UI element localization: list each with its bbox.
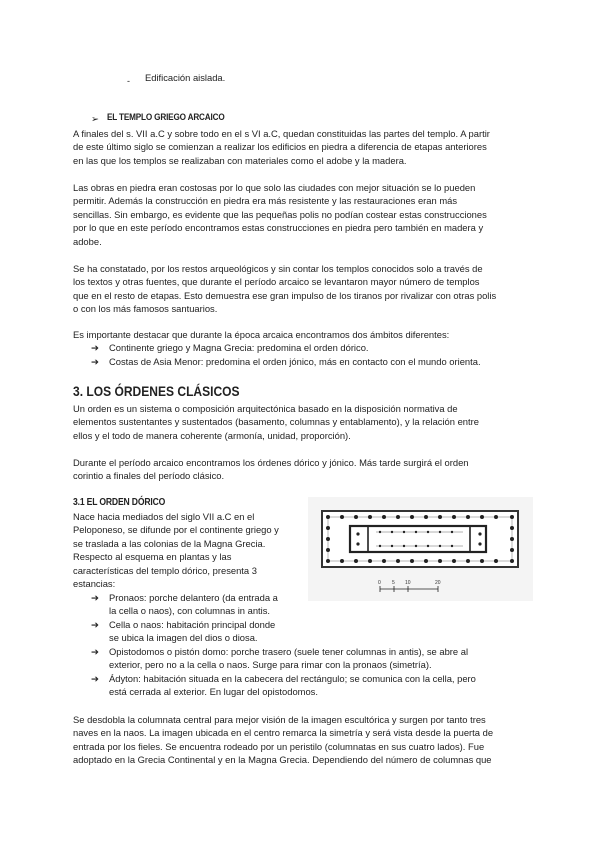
subsection-heading: 3.1 EL ORDEN DÓRICO [73,497,166,508]
paragraph: Nace hacia mediados del siglo VII a.C en el Peloponeso, se difunde por el continente griego y se traslada a las colonias de la Magna Grecia. Respecto al esquema en plantas y las características del templo dórico, presenta 3 estancias: [73,511,279,590]
arrow-bullet-icon: ➢ [91,113,99,124]
list-item: Ádyton: habitación situada en la cabecera del rectángulo; se comunica con la cella, pero está cerrada al exterior. En lugar del opistodomos. [109,673,476,698]
scale-label: 20 [435,580,441,586]
paragraph: Se desdobla la columnata central para mejor visión de la imagen escultórica y surgen por tanto tres naves en la naos. La imagen ubicada en el centro remarca la simetría y será vista desde la puerta de entrada por los fieles. Se encuentra rodeado por un peristilo (columnatas en sus cuatro lados). Fue adoptado en la Grecia Continental y en la Magna Grecia. Dependiendo del número de columnas que [73,714,494,766]
paragraph: Es importante destacar que durante la época arcaica encontramos dos ámbitos diferentes: [73,329,450,340]
paragraph: Las obras en piedra eran costosas por lo que solo las ciudades con mejor situación se lo pueden permitir. Además la construcción en piedra era más resistente y las restauraciones eran más sencillas. Sin embargo, es evidente que las pequeñas polis no podían costear estas construcciones por lo que en este período encontramos estas construcciones en piedra pero también en madera y adobe. [73,182,487,247]
list-item: Pronaos: porche delantero (da entrada a la cella o naos), con columnas in antis. [109,592,278,617]
section-heading: 3. LOS ÓRDENES CLÁSICOS [73,383,240,399]
arrow-icon: ➔ [91,356,99,367]
doric-temple-plan-illustration [308,497,533,601]
dash-bullet: - [127,76,130,86]
list-item: Opistodomos o pistón domo: porche trasero (suele tener columnas in antis), se abre al exterior, pero no a la cella o naos. Surge para rimar con la pronaos (simetría). [109,646,469,671]
section-heading: EL TEMPLO GRIEGO ARCAICO [107,112,225,123]
list-item: Cella o naos: habitación principal donde se ubica la imagen del dios o diosa. [109,619,276,644]
bullet-text: Edificación aislada. [145,72,226,83]
scale-label: 10 [405,580,411,586]
scale-label: 5 [392,580,395,586]
scale-label: 0 [378,580,381,586]
list-item: Continente griego y Magna Grecia: predomina el orden dórico. [109,342,369,353]
list-item: Costas de Asia Menor: predomina el orden jónico, más en contacto con el mundo orienta. [109,356,481,367]
paragraph: Se ha constatado, por los restos arqueológicos y sin contar los templos conocidos solo a través de los textos y otras fuentes, que durante el período arcaico se levantaron mayor número de templos que en el resto de etapas. Esto demuestra ese gran impulso de los tiranos por rivalizar con otras polis o con los más famosos santuarios. [73,263,497,315]
arrow-icon: ➔ [91,619,99,630]
arrow-icon: ➔ [91,592,99,603]
paragraph: A finales del s. VII a.C y sobre todo en el s VI a.C, quedan constituidas las partes del templo. A partir de este último siglo se comienzan a realizar los edificios en piedra a diferencia de etapas anteriores en las que los templos se realizaban con materiales como el adobe y la madera. [73,128,490,166]
arrow-icon: ➔ [91,646,99,657]
arrow-icon: ➔ [91,673,99,684]
arrow-icon: ➔ [91,342,99,353]
paragraph: Un orden es un sistema o composición arquitectónica basado en la disposición normativa de elementos sustentantes y sustentados (basamento, columnas y entablamento), y la relación entre ellos y el todo de manera coherente (armonía, unidad, proporción). [73,403,479,441]
paragraph: Durante el período arcaico encontramos los órdenes dórico y jónico. Más tarde surgirá el orden corintio a finales del período clásico. [73,457,469,482]
